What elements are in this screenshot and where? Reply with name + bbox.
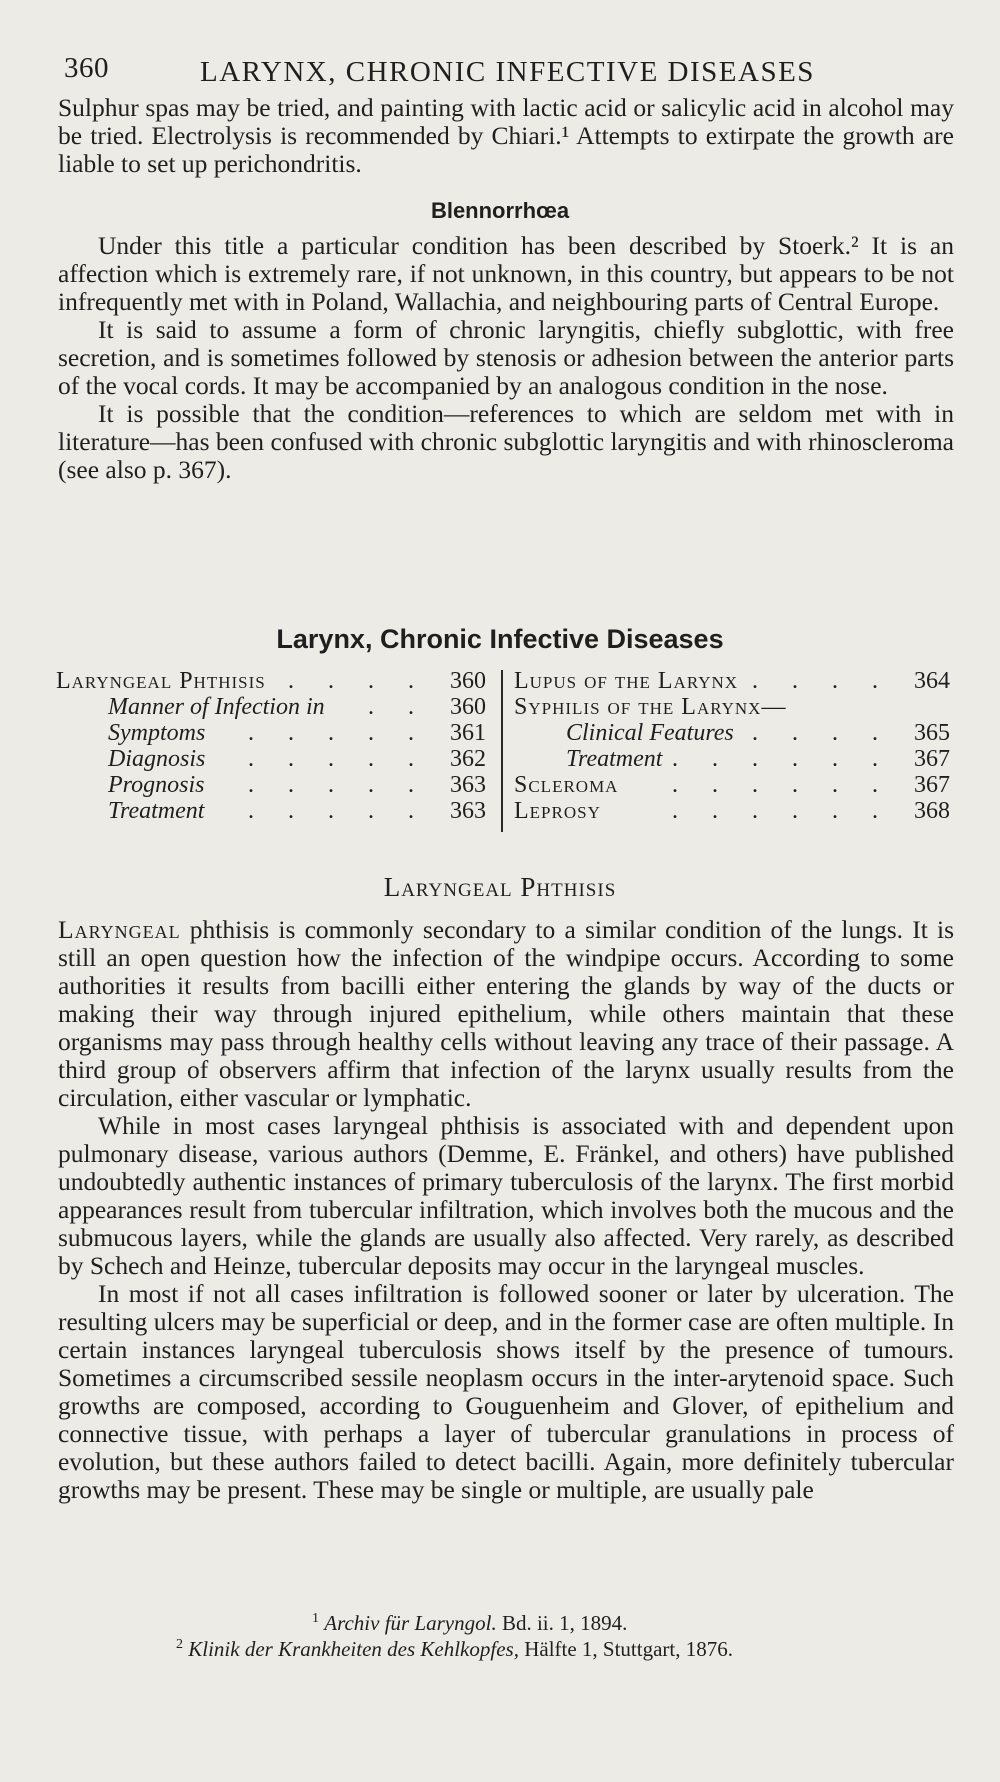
- contents-entry-page: 365: [914, 720, 950, 746]
- contents-entry-page: 362: [450, 746, 486, 772]
- leader-dots: . .: [368, 694, 428, 720]
- contents-entry-label: Syphilis of the Larynx—: [514, 694, 787, 720]
- section-heading-blennorrhoea: Blennorrhœa: [430, 198, 570, 223]
- contents-entry-page: 363: [450, 798, 486, 824]
- contents-entry-page: 368: [914, 798, 950, 824]
- contents-entry-page: 360: [450, 668, 486, 694]
- paragraph: Under this title a particular condition has been described by Stoerk.² It is an affection which is extremely rare, if not unknown, in this country, but appears to be not infrequently met with in Poland, Wallachia, and neighbouring parts of Central Europe.: [58, 231, 954, 316]
- paragraph: It is said to assume a form of chronic laryngitis, chiefly subglottic, with free secretion, and is sometimes followed by stenosis or adhesion between the anterior parts of the vocal cords. It may be accompanied by an analogous condition in the nose.: [58, 315, 954, 400]
- contents-right-column: [514, 668, 954, 824]
- contents-entry-page: 360: [450, 694, 486, 720]
- running-title: LARYNX, CHRONIC INFECTIVE DISEASES: [200, 56, 815, 88]
- leader-dots: . . . . . .: [672, 746, 892, 772]
- contents-entry: [56, 668, 490, 694]
- contents-entry-page: 367: [914, 746, 950, 772]
- laryngeal-phthisis-body: [58, 916, 954, 1504]
- footnote-detail: Bd. ii. 1, 1894.: [496, 1611, 628, 1635]
- contents-entry: [514, 798, 954, 824]
- contents-entry-label: Treatment: [566, 746, 663, 772]
- contents-entry: [514, 746, 954, 772]
- contents-entry: [56, 746, 490, 772]
- paragraph: [58, 916, 954, 1112]
- intro-paragraph: Sulphur spas may be tried, and painting with lactic acid or salicylic acid in alcohol may be tried. Electrolysis is recommended by Chiari.¹ Attempts to extirpate the growth are liable to set up perichondritis.: [58, 93, 954, 178]
- leader-dots: . . . . . .: [672, 798, 892, 824]
- paragraph-text: phthisis is commonly secondary to a similar condition of the lungs. It is still an open question how the infection of the windpipe occurs. According to some authorities it results from bacilli either entering the glands by way of the ducts or making their way through injured epithelium, while others maintain that these organisms may pass through healthy cells without leaving any trace of their passage. A third group of observers affirm that infection of the larynx usually results from the circulation, either vascular or lymphatic.: [58, 915, 955, 1112]
- leader-dots: . . . .: [288, 668, 428, 694]
- footnote-mark: 2: [176, 1637, 183, 1652]
- lead-word: Laryngeal: [58, 915, 181, 944]
- blennorrhoea-body: [58, 232, 954, 484]
- contents-entry-page: 367: [914, 772, 950, 798]
- contents-entry: [514, 720, 954, 746]
- contents-entry-label: Leprosy: [514, 798, 601, 824]
- contents-entry-label: Treatment: [108, 798, 205, 824]
- contents-entry: [514, 668, 954, 694]
- paragraph: It is possible that the condition—references to which are seldom met with in literature—has been confused with chronic subglottic laryngitis and with rhinoscleroma (see also p. 367).: [58, 399, 954, 484]
- leader-dots: . . . . .: [248, 746, 428, 772]
- leader-dots: . . . . . .: [672, 772, 892, 798]
- contents-entry: [56, 694, 490, 720]
- contents-entry-page: 361: [450, 720, 486, 746]
- footnotes: [0, 1606, 1000, 1661]
- leader-dots: . . . . .: [248, 720, 428, 746]
- contents-entry: [56, 798, 490, 824]
- contents-heading: Larynx, Chronic Infective Diseases: [276, 624, 724, 654]
- contents-left-column: [56, 668, 490, 824]
- footnote-mark: 1: [312, 1611, 319, 1626]
- contents-entry-label: Scleroma: [514, 772, 619, 798]
- footnote-source: Archiv für Laryngol.: [324, 1611, 497, 1635]
- paragraph: In most if not all cases infiltration is followed sooner or later by ulceration. The resulting ulcers may be superficial or deep, and in the former case are often multiple. In certain instances laryngeal tuberculosis shows itself by the presence of tumours. Sometimes a circumscribed sessile neoplasm occurs in the inter-arytenoid space. Such growths are composed, according to Gouguenheim and Glover, of epithelium and connective tissue, with perhaps a layer of tubercular granulations in process of evolution, but these authors failed to detect bacilli. Again, more definitely tubercular growths may be present. These may be single or multiple, are usually pale: [58, 1279, 954, 1504]
- paragraph: While in most cases laryngeal phthisis is associated with and dependent upon pulmonary disease, various authors (Demme, E. Fränkel, and others) have published undoubtedly authentic instances of primary tuberculosis of the larynx. The first morbid appearances result from tubercular infiltration, which involves both the mucous and the submucous layers, while the glands are usually also affected. Very rarely, as described by Schech and Heinze, tubercular deposits may occur in the laryngeal muscles.: [58, 1111, 954, 1280]
- contents-entry-label: Laryngeal Phthisis: [56, 668, 266, 694]
- footnote-detail: Hälfte 1, Stuttgart, 1876.: [518, 1637, 734, 1661]
- contents-entry: [56, 772, 490, 798]
- section-heading-laryngeal-phthisis: Laryngeal Phthisis: [383, 872, 617, 902]
- contents-entry-label: Symptoms: [108, 720, 206, 746]
- contents-entry: [56, 720, 490, 746]
- leader-dots: . . . .: [752, 720, 892, 746]
- contents-entry-label: Prognosis: [108, 772, 205, 798]
- contents-entry: [514, 772, 954, 798]
- intro-paragraph-block: [58, 94, 954, 178]
- contents-entry-label: Lupus of the Larynx: [514, 668, 739, 694]
- contents-entry-label: Manner of Infection in: [108, 694, 325, 720]
- footnote-1: [0, 1606, 1000, 1635]
- leader-dots: . . . . .: [248, 772, 428, 798]
- footnote-2: [0, 1632, 1000, 1661]
- chapter-contents: [56, 668, 956, 838]
- contents-entry-page: 363: [450, 772, 486, 798]
- contents-entry-label: Clinical Features: [566, 720, 734, 746]
- page-number: 360: [64, 52, 109, 84]
- footnote-source: Klinik der Krankheiten des Kehlkopfes,: [188, 1637, 519, 1661]
- contents-divider: [501, 670, 503, 832]
- contents-entry: [514, 694, 954, 720]
- contents-entry-label: Diagnosis: [108, 746, 206, 772]
- leader-dots: . . . . .: [248, 798, 428, 824]
- contents-entry-page: 364: [914, 668, 950, 694]
- leader-dots: . . . .: [752, 668, 892, 694]
